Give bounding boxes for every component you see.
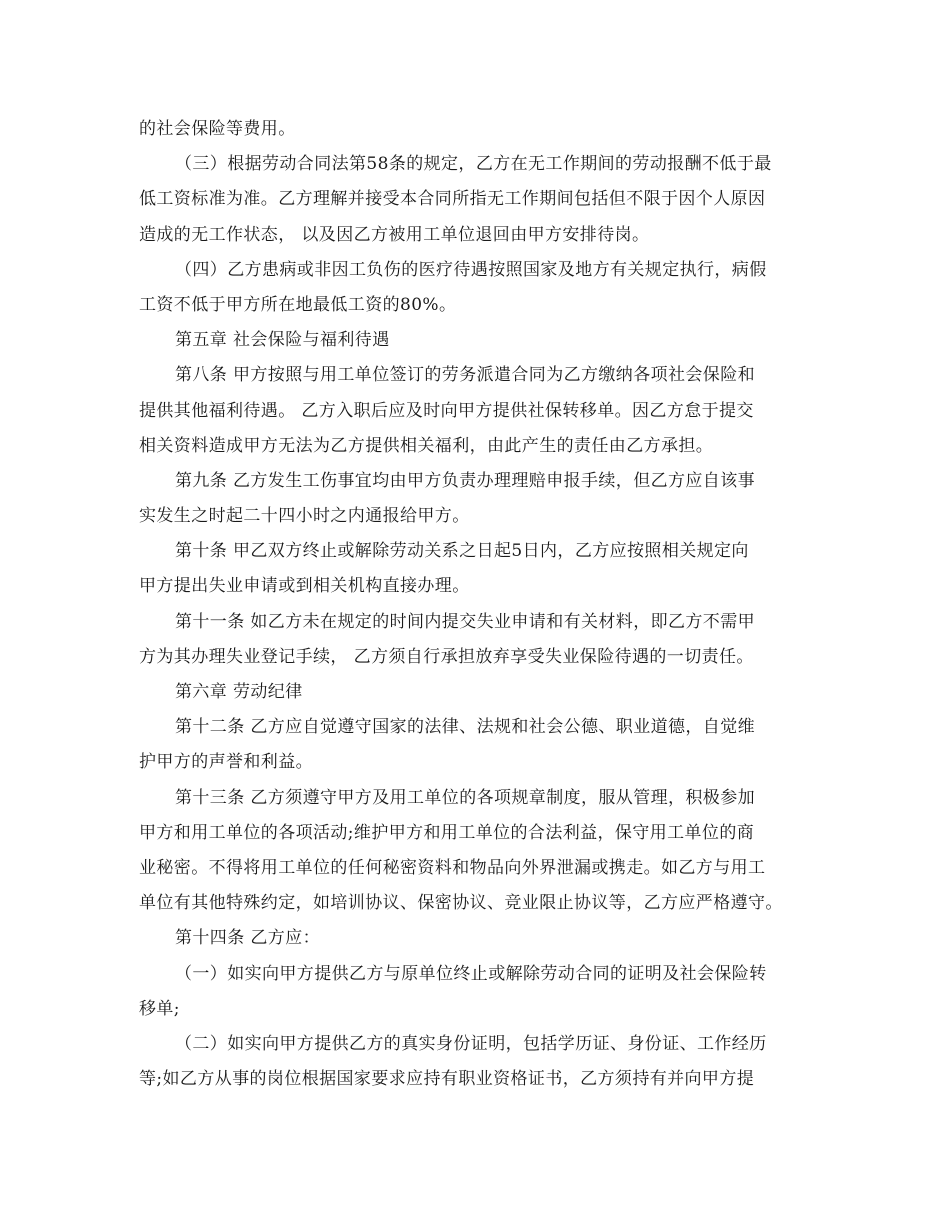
text-line: 提供其他福利待遇。 乙方入职后应及时向甲方提供社保转移单。因乙方怠于提交 <box>139 400 754 421</box>
text-line: 护甲方的声誉和利益。 <box>139 752 313 773</box>
text-line: 第八条 甲方按照与用工单位签订的劳务派遣合同为乙方缴纳各项社会保险和 <box>175 365 756 386</box>
text-line: 的社会保险等费用。 <box>139 119 296 139</box>
chapter-heading: 第五章 社会保险与福利待遇 <box>175 330 390 351</box>
text-line: （三）根据劳动合同法第58条的规定，乙方在无工作期间的劳动报酬不低于最 <box>175 154 772 175</box>
text-line: （四）乙方患病或非因工负伤的医疗待遇按照国家及地方有关规定执行，病假 <box>175 259 767 280</box>
text-line: 实发生之时起二十四小时之内通报给甲方。 <box>139 506 470 527</box>
text-line: 移单; <box>139 998 180 1019</box>
text-line: 第十一条 如乙方未在规定的时间内提交失业申请和有关材料，即乙方不需甲 <box>175 611 756 632</box>
text-line: 第九条 乙方发生工伤事宜均由甲方负责办理理赔申报手续，但乙方应自该事 <box>175 470 756 491</box>
text-line: 第十二条 乙方应自觉遵守国家的法律、法规和社会公德、职业道德，自觉维 <box>175 717 756 738</box>
text-line: 等;如乙方从事的岗位根据国家要求应持有职业资格证书，乙方须持有并向甲方提 <box>139 1069 755 1090</box>
text-line: 单位有其他特殊约定，如培训协议、保密协议、竞业限止协议等，乙方应严格遵守。 <box>139 893 783 914</box>
text-line: 业秘密。不得将用工单位的任何秘密资料和物品向外界泄漏或携走。如乙方与用工 <box>139 857 766 878</box>
text-line: 第十四条 乙方应： <box>175 928 321 949</box>
document-page <box>139 112 815 1097</box>
text-line: 工资不低于甲方所在地最低工资的80%。 <box>139 294 457 315</box>
text-line: 第十三条 乙方须遵守甲方及用工单位的各项规章制度，服从管理，积极参加 <box>175 787 756 808</box>
text-line: 甲方和用工单位的各项活动;维护甲方和用工单位的合法利益，保守用工单位的商 <box>139 822 755 843</box>
text-line: 方为其办理失业登记手续， 乙方须自行承担放弃享受失业保险待遇的一切责任。 <box>139 646 754 667</box>
text-line: （二）如实向甲方提供乙方的真实身份证明，包括学历证、身份证、工作经历 <box>175 1033 767 1054</box>
text-line: 造成的无工作状态， 以及因乙方被用工单位退回由甲方安排待岗。 <box>139 224 650 245</box>
chapter-heading: 第六章 劳动纪律 <box>175 682 303 702</box>
text-line: 第十条 甲乙双方终止或解除劳动关系之日起5日内，乙方应按照相关规定向 <box>175 541 749 562</box>
text-line: 低工资标准为准。乙方理解并接受本合同所指无工作期间包括但不限于因个人原因 <box>139 189 766 210</box>
text-line: 甲方提出失业申请或到相关机构直接办理。 <box>139 576 470 597</box>
text-line: 相关资料造成甲方无法为乙方提供相关福利，由此产生的责任由乙方承担。 <box>139 435 714 456</box>
text-line: （一）如实向甲方提供乙方与原单位终止或解除劳动合同的证明及社会保险转 <box>175 963 767 984</box>
